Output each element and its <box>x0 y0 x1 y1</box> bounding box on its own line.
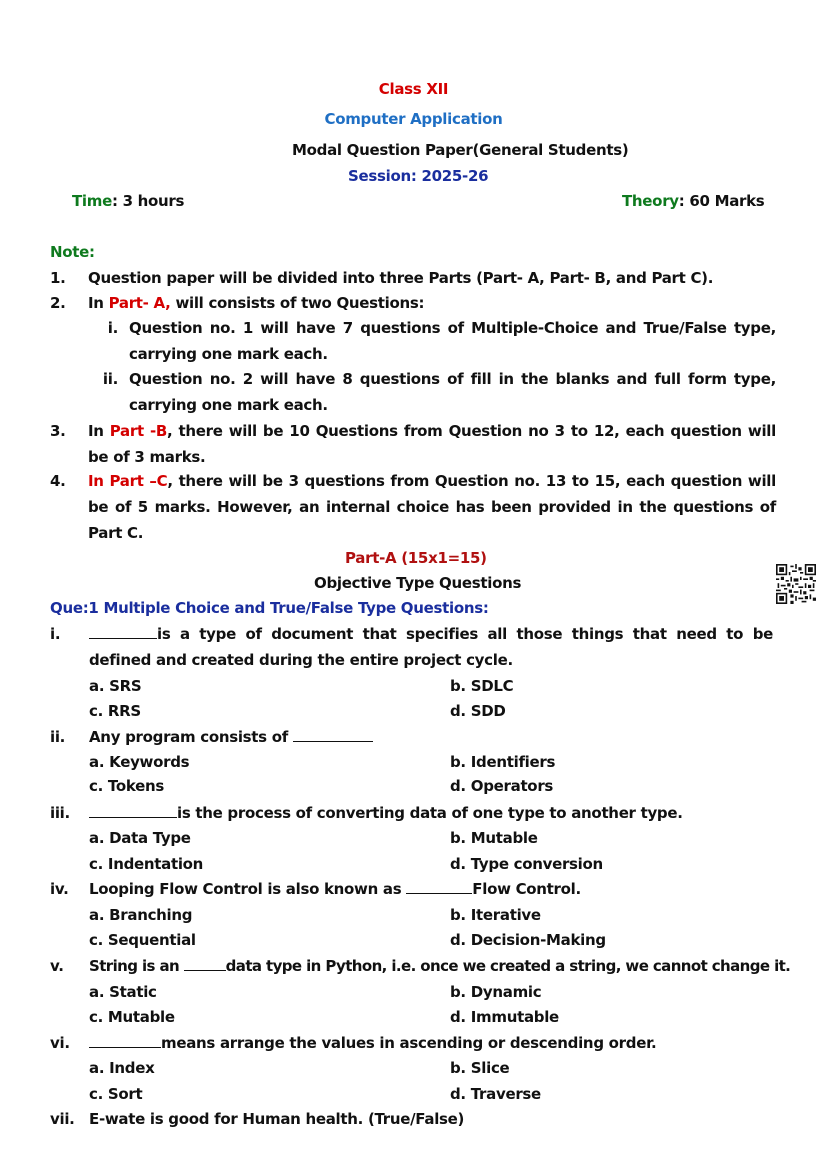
question-text <box>89 876 773 902</box>
part-b-highlight: Part -B <box>109 422 168 440</box>
note-number: 4. <box>50 472 66 490</box>
question-stem: String is an <box>89 957 184 975</box>
answer-blank[interactable] <box>89 626 157 639</box>
part-c-highlight: In Part –C <box>88 472 168 490</box>
option-d: d. SDD <box>450 702 506 720</box>
answer-blank[interactable] <box>184 958 226 971</box>
theory-label: Theory <box>622 192 679 210</box>
option-c: c. Tokens <box>89 777 165 795</box>
subitem-number: ii. <box>102 370 118 388</box>
subject-title: Computer Application <box>324 110 503 128</box>
option-a: a. SRS <box>89 677 142 695</box>
option-b: b. Dynamic <box>450 983 542 1001</box>
option-b: b. SDLC <box>450 677 514 695</box>
question-text <box>89 800 773 826</box>
option-d: d. Immutable <box>450 1008 559 1026</box>
note-text <box>88 418 776 470</box>
question-number: ii. <box>50 728 66 746</box>
note-number: 1. <box>50 269 66 287</box>
time-info <box>72 192 184 210</box>
option-d: d. Type conversion <box>450 855 603 873</box>
option-a: a. Static <box>89 983 157 1001</box>
answer-blank[interactable] <box>89 1035 161 1048</box>
class-title: Class XII <box>378 80 449 98</box>
option-d: d. Operators <box>450 777 554 795</box>
option-b: b. Mutable <box>450 829 538 847</box>
option-a: a. Branching <box>89 906 193 924</box>
question-number: vii. <box>50 1110 75 1128</box>
note-number: 2. <box>50 294 66 312</box>
option-a: a. Keywords <box>89 753 190 771</box>
option-a: a. Data Type <box>89 829 191 847</box>
question-number: iv. <box>50 880 69 898</box>
question-number: v. <box>50 957 64 975</box>
note-text: Question paper will be divided into three Parts (Part- A, Part- B, and Part C). <box>88 269 714 287</box>
note-text-pre: In <box>88 422 110 440</box>
time-value: : 3 hours <box>111 192 185 210</box>
part-a-highlight: Part- A, <box>108 294 171 312</box>
answer-blank[interactable] <box>293 729 373 742</box>
question-text: E-wate is good for Human health. (True/False) <box>89 1110 465 1128</box>
note-text-post: , there will be 3 questions from Question no. 13 to 15, each question will be of 5 marks. However, an internal choice has been provided in the questions of Part C. <box>88 472 776 542</box>
option-c: c. RRS <box>89 702 141 720</box>
option-c: c. Sequential <box>89 931 196 949</box>
question-stem: Any program consists of <box>89 728 293 746</box>
question-text <box>89 953 791 979</box>
theory-value: : 60 Marks <box>678 192 765 210</box>
question-stem: is the process of converting data of one type to another type. <box>177 804 683 822</box>
question-stem: means arrange the values in ascending or descending order. <box>161 1034 657 1052</box>
question-stem-end: data type in Python, i.e. once we created a string, we cannot change it. <box>225 957 791 975</box>
subitem-text: Question no. 2 will have 8 questions of fill in the blanks and full form type, carrying one mark each. <box>129 370 776 414</box>
subitem-number: i. <box>107 319 118 337</box>
option-c: c. Mutable <box>89 1008 175 1026</box>
question-text <box>89 724 773 750</box>
option-b: b. Identifiers <box>450 753 556 771</box>
question-number: vi. <box>50 1034 70 1052</box>
q1-heading: Que:1 Multiple Choice and True/False Type Questions: <box>50 599 489 617</box>
note-number: 3. <box>50 422 66 440</box>
option-c: c. Sort <box>89 1085 143 1103</box>
paper-title: Modal Question Paper(General Students) <box>292 141 629 159</box>
note-text <box>88 468 776 546</box>
option-d: d. Traverse <box>450 1085 541 1103</box>
time-label: Time <box>72 192 112 210</box>
note-text-pre: In <box>88 294 109 312</box>
question-number: i. <box>50 625 61 643</box>
note-text-post: will consists of two Questions: <box>170 294 425 312</box>
option-b: b. Slice <box>450 1059 510 1077</box>
subitem-text: Question no. 1 will have 7 questions of Multiple-Choice and True/False type, carrying one mark each. <box>129 319 776 363</box>
question-number: iii. <box>50 804 70 822</box>
question-stem-end: Flow Control. <box>472 880 581 898</box>
question-stem: is a type of document that specifies all those things that need to be defined and created during the entire project cycle. <box>89 625 773 669</box>
note-text <box>88 290 776 316</box>
theory-info <box>622 192 764 210</box>
answer-blank[interactable] <box>89 805 177 818</box>
session: Session: 2025-26 <box>348 167 489 185</box>
question-text <box>89 1030 773 1056</box>
qr-code-icon <box>776 564 816 604</box>
question-stem: Looping Flow Control is also known as <box>89 880 407 898</box>
question-text <box>89 621 773 673</box>
option-a: a. Index <box>89 1059 155 1077</box>
part-a-title: Part-A (15x1=15) <box>345 549 487 567</box>
option-b: b. Iterative <box>450 906 541 924</box>
note-text-post: , there will be 10 Questions from Question no 3 to 12, each question will be of 3 marks. <box>88 422 776 466</box>
option-d: d. Decision-Making <box>450 931 606 949</box>
option-c: c. Indentation <box>89 855 204 873</box>
answer-blank[interactable] <box>406 881 472 894</box>
part-a-subtitle: Objective Type Questions <box>314 574 522 592</box>
note-heading: Note: <box>50 243 95 261</box>
